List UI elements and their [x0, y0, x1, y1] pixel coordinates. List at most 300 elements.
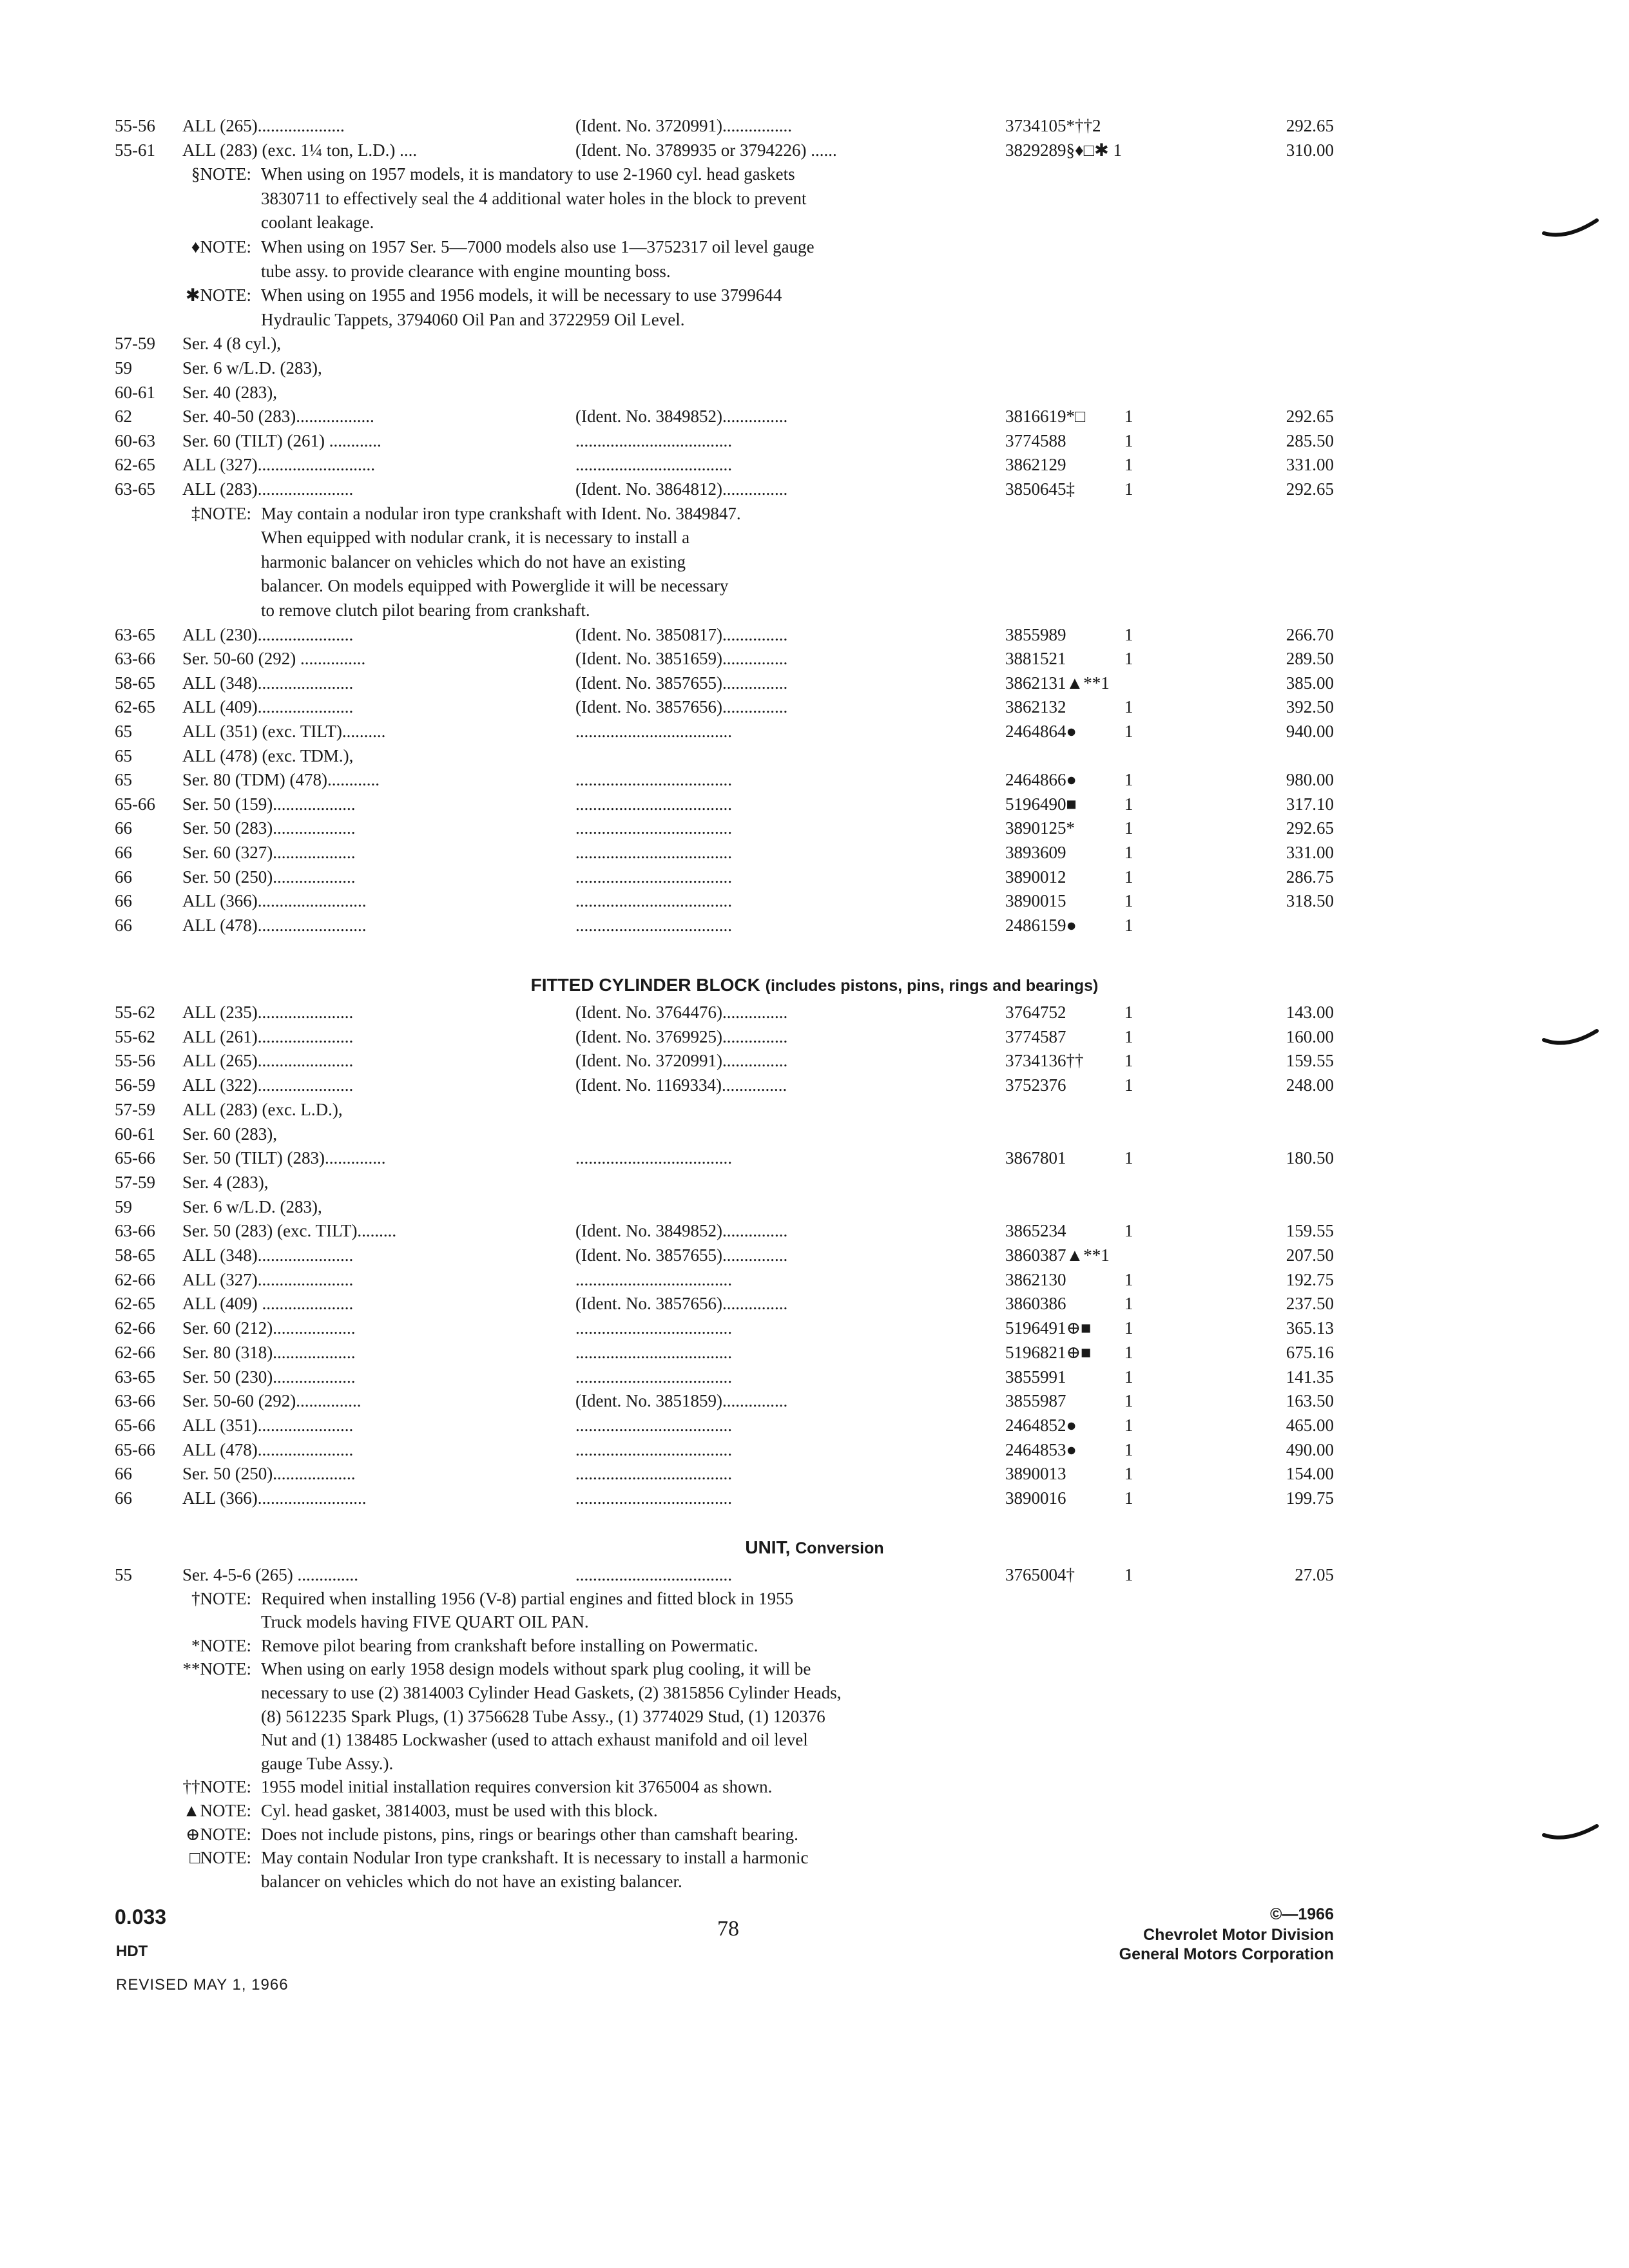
note-row	[0, 283, 1629, 307]
quantity: 1	[1124, 722, 1133, 741]
ident-number: ....................................	[575, 794, 732, 814]
quantity: 1	[1124, 1148, 1133, 1168]
note-row	[0, 501, 1629, 526]
note-text: Hydraulic Tappets, 3794060 Oil Pan and 3722959 Oil Level.	[261, 309, 685, 329]
parts-row	[0, 331, 1629, 356]
list-price: 160.00	[1286, 1026, 1334, 1046]
model-description: Ser. 60 (327)...................	[182, 843, 356, 862]
model-description: ALL (478) (exc. TDM.),	[182, 745, 354, 765]
note-row	[0, 1845, 1629, 1870]
part-number: 3881521	[1005, 649, 1066, 669]
model-description: Ser. 50-60 (292)...............	[182, 1391, 361, 1411]
parts-row	[0, 816, 1629, 840]
parts-row	[0, 671, 1629, 695]
model-description: ALL (283) (exc. 1¼ ton, L.D.) ....	[182, 140, 418, 160]
quantity: 1	[1124, 1051, 1133, 1071]
note-text: necessary to use (2) 3814003 Cylinder Head Gaskets, (2) 3815856 Cylinder Heads,	[261, 1683, 842, 1702]
parts-row	[0, 865, 1629, 889]
note-text: to remove clutch pilot bearing from crankshaft.	[261, 601, 590, 620]
model-description: ALL (348)......................	[182, 673, 354, 693]
list-price: 385.00	[1286, 673, 1334, 693]
list-price: 318.50	[1286, 891, 1334, 911]
ident-number: ....................................	[575, 1269, 732, 1289]
ident-number: (Ident. No. 3857656)...............	[575, 1294, 788, 1314]
quantity: 1	[1124, 430, 1133, 450]
model-years: 65-66	[115, 1439, 155, 1459]
note-label: ♦NOTE:	[191, 237, 251, 256]
model-years: 62-66	[115, 1342, 155, 1362]
ident-number: ....................................	[575, 1367, 732, 1387]
model-years: 66	[115, 891, 132, 911]
corporation-name: General Motors Corporation	[1119, 1945, 1334, 1963]
list-price: 490.00	[1286, 1439, 1334, 1459]
list-price: 237.50	[1286, 1294, 1334, 1314]
quantity: 1	[1124, 1439, 1133, 1459]
copyright: ©—1966	[1269, 1905, 1334, 1923]
note-label: ✱NOTE:	[185, 285, 251, 305]
ident-number: ....................................	[575, 1415, 732, 1435]
model-years: 63-66	[115, 1221, 155, 1241]
ident-number: (Ident. No. 3857655)...............	[575, 1245, 788, 1265]
quantity: 1	[1124, 1488, 1133, 1508]
page-code: 0.033	[115, 1905, 167, 1928]
model-years: 62-66	[115, 1318, 155, 1338]
note-text: Remove pilot bearing from crankshaft before installing on Powermatic.	[261, 1635, 758, 1655]
model-description: ALL (351)......................	[182, 1415, 354, 1435]
ident-number: (Ident. No. 3764476)...............	[575, 1003, 788, 1022]
list-price: 317.10	[1286, 794, 1334, 814]
ident-number: (Ident. No. 3769925)...............	[575, 1026, 788, 1046]
model-years: 59	[115, 358, 132, 378]
part-number: 3816619*□	[1005, 407, 1086, 427]
part-number: 3764752	[1005, 1003, 1066, 1022]
part-number: 3860387▲**1	[1005, 1245, 1110, 1265]
division-name: Chevrolet Motor Division	[1143, 1926, 1334, 1944]
note-text: 1955 model initial installation requires conversion kit 3765004 as shown.	[261, 1777, 773, 1797]
list-price: 27.05	[1295, 1565, 1334, 1584]
quantity: 1	[1124, 1026, 1133, 1046]
model-description: Ser. 80 (318)...................	[182, 1342, 356, 1362]
parts-row	[0, 1389, 1629, 1413]
part-number: 3865234	[1005, 1221, 1066, 1241]
parts-row	[0, 1413, 1629, 1437]
note-continuation	[0, 1727, 1629, 1752]
parts-row	[0, 404, 1629, 428]
ident-number: (Ident. No. 3789935 or 3794226) ......	[575, 140, 837, 160]
parts-row	[0, 1218, 1629, 1243]
note-text: coolant leakage.	[261, 213, 374, 233]
note-continuation	[0, 186, 1629, 211]
part-number: 3890016	[1005, 1488, 1066, 1508]
list-price: 292.65	[1286, 818, 1334, 838]
list-price: 365.13	[1286, 1318, 1334, 1338]
note-continuation	[0, 598, 1629, 622]
model-description: Ser. 50 (TILT) (283)..............	[182, 1148, 386, 1168]
part-number: 3867801	[1005, 1148, 1066, 1168]
quantity: 1	[1124, 1367, 1133, 1387]
parts-row	[0, 719, 1629, 744]
model-description: Ser. 6 w/L.D. (283),	[182, 1196, 322, 1216]
page-number: 78	[717, 1917, 739, 1941]
list-price: 980.00	[1286, 770, 1334, 790]
ident-number: (Ident. No. 3864812)...............	[575, 479, 788, 499]
quantity: 1	[1124, 624, 1133, 644]
note-label: †NOTE:	[191, 1588, 251, 1608]
note-label: ††NOTE:	[182, 1777, 251, 1797]
part-number: 5196491⊕■	[1005, 1318, 1092, 1338]
model-description: ALL (235)......................	[182, 1003, 354, 1022]
quantity: 1	[1124, 818, 1133, 838]
note-label: §NOTE:	[191, 164, 251, 184]
model-description: Ser. 4 (283),	[182, 1172, 269, 1192]
list-price: 154.00	[1286, 1464, 1334, 1484]
model-description: ALL (478).........................	[182, 915, 367, 935]
note-text: When using on early 1958 design models without spark plug cooling, it will be	[261, 1659, 811, 1679]
ident-number: (Ident. No. 3857655)...............	[575, 673, 788, 693]
note-row	[0, 1633, 1629, 1658]
list-price: 292.65	[1286, 479, 1334, 499]
parts-row	[0, 744, 1629, 768]
note-continuation	[0, 1704, 1629, 1729]
quantity: 1	[1124, 891, 1133, 911]
model-years: 59	[115, 1196, 132, 1216]
model-years: 60-61	[115, 382, 155, 402]
model-description: ALL (348)......................	[182, 1245, 354, 1265]
quantity: 1	[1124, 915, 1133, 935]
quantity: 1	[1124, 1391, 1133, 1411]
list-price: 465.00	[1286, 1415, 1334, 1435]
note-row	[0, 162, 1629, 186]
model-description: Ser. 50 (250)...................	[182, 1464, 356, 1484]
list-price: 331.00	[1286, 843, 1334, 862]
model-description: ALL (366).........................	[182, 891, 367, 911]
parts-row	[0, 1073, 1629, 1097]
model-description: ALL (261)......................	[182, 1026, 354, 1046]
parts-row	[0, 889, 1629, 913]
model-description: Ser. 60 (TILT) (261) ............	[182, 430, 381, 450]
model-description: ALL (366).........................	[182, 1488, 367, 1508]
note-text: balancer. On models equipped with Powerglide it will be necessary	[261, 576, 729, 596]
list-price: 163.50	[1286, 1391, 1334, 1411]
ident-number: ....................................	[575, 843, 732, 862]
quantity: 1	[1124, 770, 1133, 790]
note-label: ▲NOTE:	[182, 1801, 251, 1820]
note-text: (8) 5612235 Spark Plugs, (1) 3756628 Tube Assy., (1) 3774029 Stud, (1) 120376	[261, 1706, 825, 1726]
part-number: 3774588	[1005, 430, 1066, 450]
parts-row	[0, 695, 1629, 719]
model-years: 65-66	[115, 794, 155, 814]
ident-number: ....................................	[575, 430, 732, 450]
parts-row	[0, 356, 1629, 380]
parts-row	[0, 1024, 1629, 1049]
list-price: 285.50	[1286, 430, 1334, 450]
parts-row	[0, 1000, 1629, 1024]
model-description: Ser. 6 w/L.D. (283),	[182, 358, 322, 378]
model-years: 62-65	[115, 1294, 155, 1314]
model-description: Ser. 50 (283) (exc. TILT).........	[182, 1221, 397, 1241]
parts-row	[0, 792, 1629, 816]
part-number: 3890015	[1005, 891, 1066, 911]
note-continuation	[0, 573, 1629, 598]
ident-number: (Ident. No. 1169334)...............	[575, 1075, 787, 1095]
parts-row	[0, 1316, 1629, 1340]
note-row	[0, 1822, 1629, 1847]
parts-row	[0, 1243, 1629, 1267]
note-continuation	[0, 210, 1629, 235]
parts-row	[0, 840, 1629, 865]
model-years: 57-59	[115, 1099, 155, 1119]
list-price: 331.00	[1286, 455, 1334, 475]
note-continuation	[0, 1751, 1629, 1776]
quantity: 1	[1124, 1269, 1133, 1289]
part-number: 3862130	[1005, 1269, 1066, 1289]
note-text: Required when installing 1956 (V-8) partial engines and fitted block in 1955	[261, 1588, 794, 1608]
parts-row	[0, 646, 1629, 671]
model-description: Ser. 50-60 (292) ...............	[182, 649, 366, 669]
ident-number: ....................................	[575, 818, 732, 838]
note-row	[0, 1586, 1629, 1611]
model-years: 66	[115, 1488, 132, 1508]
note-text: harmonic balancer on vehicles which do not have an existing	[261, 552, 686, 572]
model-years: 62-65	[115, 455, 155, 475]
quantity: 1	[1124, 1318, 1133, 1338]
parts-row	[0, 913, 1629, 937]
list-price: 392.50	[1286, 697, 1334, 717]
list-price: 192.75	[1286, 1269, 1334, 1289]
model-years: 63-66	[115, 1391, 155, 1411]
quantity: 1	[1124, 407, 1133, 427]
model-years: 66	[115, 867, 132, 887]
note-continuation	[0, 1869, 1629, 1894]
part-number: 2464852●	[1005, 1415, 1077, 1435]
quantity: 1	[1124, 455, 1133, 475]
model-description: Ser. 40 (283),	[182, 382, 277, 402]
part-number: 3734136††	[1005, 1051, 1084, 1071]
quantity: 1	[1124, 479, 1133, 499]
model-years: 60-63	[115, 430, 155, 450]
part-number: 5196821⊕■	[1005, 1342, 1092, 1362]
note-label: **NOTE:	[182, 1659, 251, 1679]
list-price: 159.55	[1286, 1221, 1334, 1241]
parts-row	[0, 1048, 1629, 1073]
ident-number: (Ident. No. 3849852)...............	[575, 1221, 788, 1241]
note-text: May contain Nodular Iron type crankshaft. It is necessary to install a harmonic	[261, 1848, 809, 1868]
list-price: 141.35	[1286, 1367, 1334, 1387]
parts-row	[0, 113, 1629, 138]
parts-row	[0, 622, 1629, 647]
model-description: ALL (265)......................	[182, 1051, 354, 1071]
note-text: When equipped with nodular crank, it is necessary to install a	[261, 528, 690, 548]
model-description: Ser. 50 (250)...................	[182, 867, 356, 887]
revised-date: REVISED MAY 1, 1966	[116, 1976, 289, 1994]
model-description: ALL (327)......................	[182, 1269, 354, 1289]
model-description: Ser. 4-5-6 (265) ..............	[182, 1565, 358, 1584]
part-number: 3829289§♦□✱ 1	[1005, 140, 1122, 160]
note-text: Does not include pistons, pins, rings or bearings other than camshaft bearing.	[261, 1824, 798, 1844]
binder-mark	[1541, 1027, 1599, 1053]
part-number: 2464864●	[1005, 722, 1077, 741]
part-number: 3862132	[1005, 697, 1066, 717]
part-number: 5196490■	[1005, 794, 1077, 814]
model-years: 65-66	[115, 1415, 155, 1435]
quantity: 1	[1124, 794, 1133, 814]
heading-sub: Conversion	[795, 1539, 884, 1557]
fitted-block-heading	[0, 973, 1629, 998]
model-years: 62-66	[115, 1269, 155, 1289]
heading-main: UNIT,	[745, 1537, 791, 1557]
model-description: Ser. 50 (159)...................	[182, 794, 356, 814]
part-number: 3890125*	[1005, 818, 1075, 838]
list-price: 266.70	[1286, 624, 1334, 644]
list-price: 940.00	[1286, 722, 1334, 741]
note-label: *NOTE:	[191, 1635, 251, 1655]
part-number: 3855989	[1005, 624, 1066, 644]
quantity: 1	[1124, 1003, 1133, 1022]
note-text: Cyl. head gasket, 3814003, must be used with this block.	[261, 1801, 658, 1820]
parts-row	[0, 1267, 1629, 1292]
ident-number: ....................................	[575, 1565, 732, 1584]
note-text: Truck models having FIVE QUART OIL PAN.	[261, 1612, 589, 1632]
list-price: 207.50	[1286, 1245, 1334, 1265]
list-price: 310.00	[1286, 140, 1334, 160]
quantity: 1	[1124, 1415, 1133, 1435]
parts-row	[0, 1146, 1629, 1170]
note-row	[0, 1657, 1629, 1681]
model-years: 62-65	[115, 697, 155, 717]
model-description: ALL (230)......................	[182, 624, 354, 644]
parts-row	[0, 428, 1629, 453]
quantity: 1	[1124, 867, 1133, 887]
parts-row	[0, 1195, 1629, 1219]
part-number: 3855991	[1005, 1367, 1066, 1387]
list-price: 199.75	[1286, 1488, 1334, 1508]
model-years: 63-65	[115, 479, 155, 499]
list-price: 286.75	[1286, 867, 1334, 887]
list-price: 675.16	[1286, 1342, 1334, 1362]
model-years: 66	[115, 915, 132, 935]
model-years: 63-66	[115, 649, 155, 669]
model-description: ALL (265)....................	[182, 116, 345, 135]
parts-row	[0, 1291, 1629, 1316]
note-continuation	[0, 1680, 1629, 1705]
model-description: Ser. 50 (230)...................	[182, 1367, 356, 1387]
quantity: 1	[1124, 1464, 1133, 1484]
model-years: 56-59	[115, 1075, 155, 1095]
part-number: 3752376	[1005, 1075, 1066, 1095]
note-label: ‡NOTE:	[191, 503, 251, 523]
ident-number: ....................................	[575, 1148, 732, 1168]
model-years: 66	[115, 1464, 132, 1484]
model-description: ALL (409)......................	[182, 697, 354, 717]
model-description: Ser. 50 (283)...................	[182, 818, 356, 838]
quantity: 1	[1124, 649, 1133, 669]
model-years: 55-61	[115, 140, 155, 160]
part-number: 2486159●	[1005, 915, 1077, 935]
model-description: ALL (322)......................	[182, 1075, 354, 1095]
part-number: 3893609	[1005, 843, 1066, 862]
note-text: When using on 1957 models, it is mandatory to use 2-1960 cyl. head gaskets	[261, 164, 795, 184]
ident-number: ....................................	[575, 1464, 732, 1484]
list-price: 292.65	[1286, 407, 1334, 427]
quantity: 1	[1124, 1565, 1133, 1584]
model-description: ALL (409) .....................	[182, 1294, 354, 1314]
parts-row	[0, 1097, 1629, 1122]
quantity: 1	[1124, 1294, 1133, 1314]
model-description: ALL (351) (exc. TILT)..........	[182, 722, 386, 741]
model-years: 58-65	[115, 673, 155, 693]
note-continuation	[0, 525, 1629, 550]
note-continuation	[0, 307, 1629, 332]
note-text: balancer on vehicles which do not have an existing balancer.	[261, 1871, 682, 1891]
unit-conversion-heading	[0, 1535, 1629, 1561]
parts-row	[0, 138, 1629, 162]
parts-row	[0, 1562, 1629, 1587]
list-price: 289.50	[1286, 649, 1334, 669]
note-text: When using on 1955 and 1956 models, it will be necessary to use 3799644	[261, 285, 782, 305]
ident-number: (Ident. No. 3851659)...............	[575, 649, 788, 669]
ident-number: (Ident. No. 3720991)................	[575, 116, 792, 135]
quantity: 1	[1124, 1342, 1133, 1362]
ident-number: ....................................	[575, 722, 732, 741]
model-years: 63-65	[115, 624, 155, 644]
model-years: 55-56	[115, 1051, 155, 1071]
ident-number: ....................................	[575, 770, 732, 790]
model-description: Ser. 40-50 (283)..................	[182, 407, 374, 427]
note-text: May contain a nodular iron type crankshaft with Ident. No. 3849847.	[261, 503, 741, 523]
note-text: When using on 1957 Ser. 5—7000 models also use 1—3752317 oil level gauge	[261, 237, 815, 256]
part-number: 3890012	[1005, 867, 1066, 887]
model-description: ALL (478)......................	[182, 1439, 354, 1459]
model-years: 66	[115, 843, 132, 862]
model-description: Ser. 60 (212)...................	[182, 1318, 356, 1338]
model-description: Ser. 4 (8 cyl.),	[182, 334, 281, 354]
model-years: 65	[115, 770, 132, 790]
hdt-label: HDT	[116, 1943, 148, 1960]
model-description: ALL (327)...........................	[182, 455, 375, 475]
parts-row	[0, 1365, 1629, 1389]
note-continuation	[0, 259, 1629, 284]
part-number: 3890013	[1005, 1464, 1066, 1484]
ident-number: (Ident. No. 3720991)...............	[575, 1051, 788, 1071]
ident-number: (Ident. No. 3857656)...............	[575, 697, 788, 717]
heading-sub: (includes pistons, pins, rings and bearings)	[765, 977, 1099, 995]
model-years: 63-65	[115, 1367, 155, 1387]
model-years: 60-61	[115, 1124, 155, 1144]
quantity: 1	[1124, 697, 1133, 717]
part-number: 3774587	[1005, 1026, 1066, 1046]
heading-main: FITTED CYLINDER BLOCK	[530, 975, 760, 995]
ident-number: ....................................	[575, 915, 732, 935]
note-text: tube assy. to provide clearance with engine mounting boss.	[261, 261, 671, 281]
quantity: 1	[1124, 843, 1133, 862]
parts-row	[0, 1437, 1629, 1462]
parts-row	[0, 767, 1629, 792]
model-years: 65-66	[115, 1148, 155, 1168]
part-number: 3862131▲**1	[1005, 673, 1110, 693]
note-text: 3830711 to effectively seal the 4 additional water holes in the block to prevent	[261, 188, 807, 208]
part-number: 3855987	[1005, 1391, 1066, 1411]
parts-row	[0, 1340, 1629, 1365]
ident-number: (Ident. No. 3850817)...............	[575, 624, 788, 644]
list-price: 292.65	[1286, 116, 1334, 135]
model-years: 57-59	[115, 334, 155, 354]
model-description: Ser. 60 (283),	[182, 1124, 277, 1144]
model-years: 62	[115, 407, 132, 427]
parts-row	[0, 452, 1629, 477]
parts-row	[0, 1486, 1629, 1510]
ident-number: ....................................	[575, 891, 732, 911]
model-years: 55-56	[115, 116, 155, 135]
